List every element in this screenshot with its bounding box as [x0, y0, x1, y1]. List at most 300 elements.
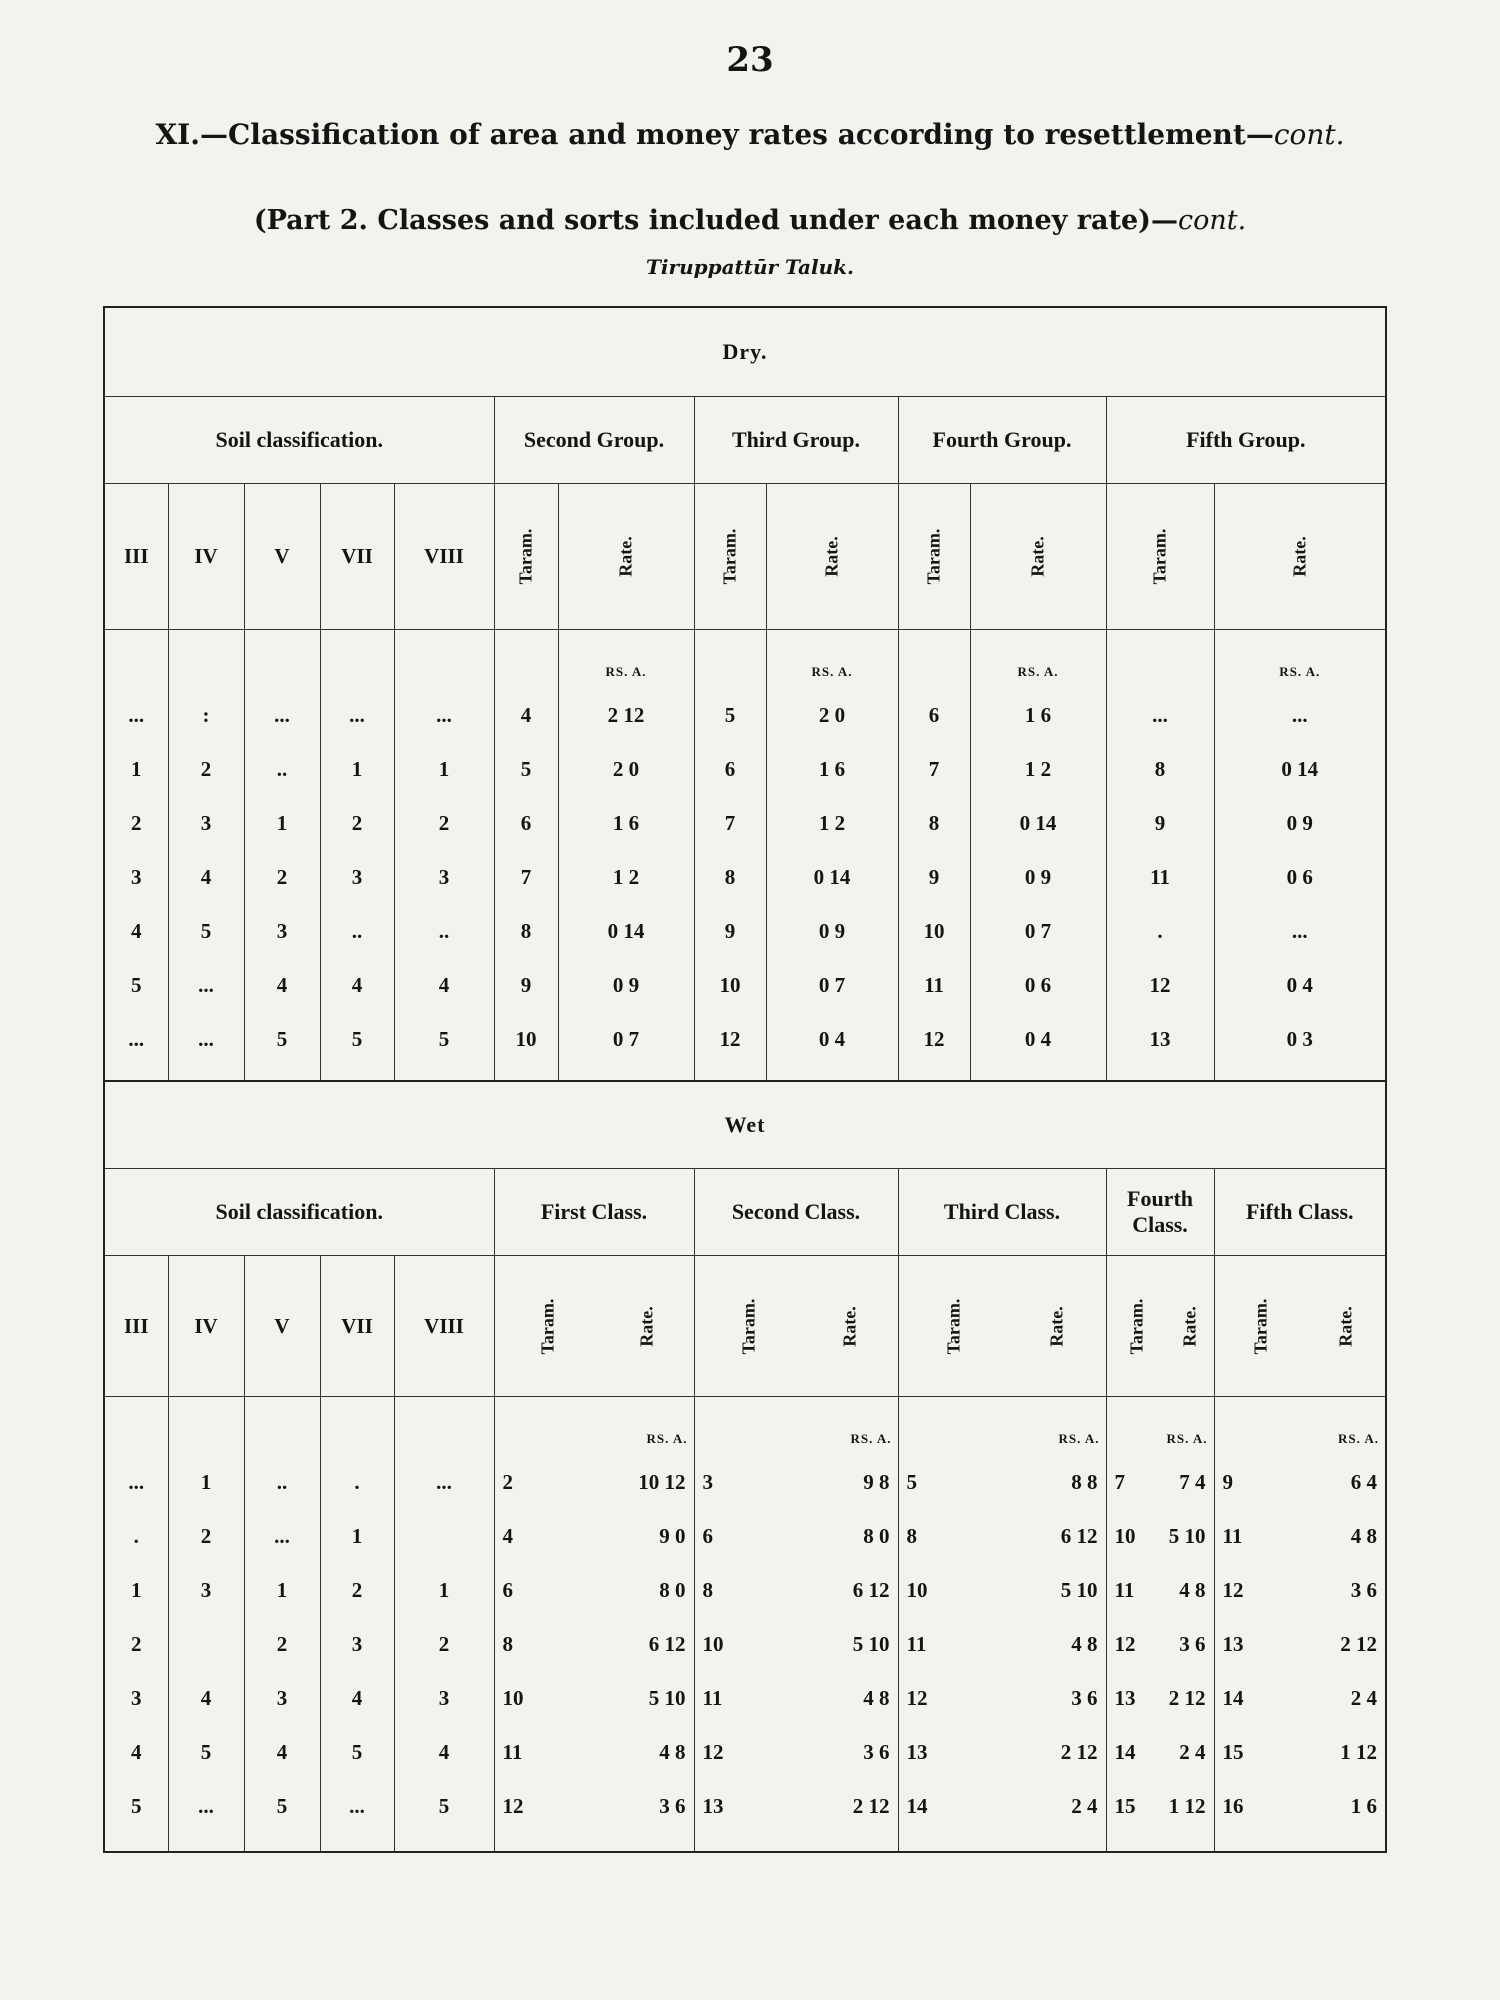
- taram-cell: 12: [694, 1012, 766, 1066]
- wet-soil-col-header: VII: [320, 1256, 394, 1397]
- soil-cell: ..: [244, 742, 320, 796]
- soil-cell: 2: [244, 1617, 320, 1671]
- rate-cell: 1 6: [1350, 1793, 1378, 1818]
- rate-header: Rate.: [840, 1305, 861, 1347]
- soil-cell: ...: [168, 1012, 244, 1066]
- table-row: [104, 1012, 1386, 1066]
- class-cell: [1214, 1617, 1386, 1671]
- class-cell: [898, 1725, 1106, 1779]
- rate-unit: RS. A.: [970, 630, 1106, 689]
- rate-cell: 3 6: [1179, 1631, 1206, 1656]
- taram-cell: 12: [1114, 1631, 1136, 1656]
- rate-cell: 9 0: [659, 1523, 686, 1548]
- rate-cell: 0 4: [766, 1012, 898, 1066]
- taram-cell: 6: [494, 796, 558, 850]
- class-cell: [1106, 1671, 1214, 1725]
- rate-unit: RS. A.: [694, 1397, 898, 1456]
- taram-cell: 14: [1114, 1739, 1136, 1764]
- class-taram-rate-header: [1106, 1256, 1214, 1397]
- taram-cell: 5: [694, 688, 766, 742]
- soil-cell: ..: [394, 904, 494, 958]
- rate-unit: RS. A.: [1106, 1397, 1214, 1456]
- class-cell: [1106, 1617, 1214, 1671]
- rate-cell: 3 6: [1350, 1577, 1378, 1602]
- dry-soil-col-header: VIII: [394, 484, 494, 630]
- soil-cell: 3: [168, 796, 244, 850]
- taram-cell: 9: [898, 850, 970, 904]
- taram-cell: 15: [1222, 1739, 1244, 1764]
- taram-rate-pair: [495, 1632, 694, 1657]
- soil-cell: 1: [320, 1509, 394, 1563]
- taram-cell: 4: [502, 1523, 513, 1548]
- table-row: [104, 1617, 1386, 1671]
- class-cell: [898, 1671, 1106, 1725]
- taram-rate-pair: [495, 1740, 694, 1765]
- taram-cell: 6: [502, 1577, 513, 1602]
- soil-cell: 5: [168, 1725, 244, 1779]
- rate-cell: 3 6: [1071, 1685, 1098, 1710]
- soil-cell: 2: [244, 850, 320, 904]
- dry-soil-col-header: IV: [168, 484, 244, 630]
- rate-cell: 0 4: [1214, 958, 1386, 1012]
- taram-cell: 8: [906, 1523, 917, 1548]
- taram-cell: 5: [906, 1469, 917, 1494]
- soil-cell: 3: [244, 904, 320, 958]
- taram-cell: 12: [1106, 958, 1214, 1012]
- taram-cell: 5: [494, 742, 558, 796]
- rate-cell: 10 12: [638, 1469, 686, 1494]
- rate-cell: 5 10: [648, 1685, 686, 1710]
- taram-rate-pair: [695, 1470, 898, 1495]
- taram-cell: 10: [494, 1012, 558, 1066]
- taram-rate-pair: [495, 1686, 694, 1711]
- table-subtitle-cont: cont.: [1177, 205, 1247, 236]
- taram-cell: 13: [906, 1739, 928, 1764]
- table-row: [104, 1671, 1386, 1725]
- taram-rate-pair: [695, 1740, 898, 1765]
- soil-cell: 5: [131, 1793, 142, 1818]
- soil-cell: [394, 1509, 494, 1563]
- rate-cell: 1 6: [766, 742, 898, 796]
- table-row: [104, 688, 1386, 742]
- taram-header: Taram.: [738, 1298, 759, 1354]
- taram-cell: 11: [906, 1631, 927, 1656]
- soil-cell: ..: [320, 904, 394, 958]
- taram-cell: 14: [1222, 1685, 1244, 1710]
- taram-rate-pair: [899, 1686, 1106, 1711]
- wet-class-header: First Class.: [494, 1169, 694, 1256]
- class-cell: [1106, 1725, 1214, 1779]
- rate-cell: 4 8: [863, 1685, 890, 1710]
- soil-cell: 2: [131, 1631, 142, 1656]
- taram-rate-pair: [1215, 1740, 1386, 1765]
- soil-cell: 4: [168, 850, 244, 904]
- taram-cell: 13: [1106, 1012, 1214, 1066]
- taram-cell: 11: [898, 958, 970, 1012]
- taram-cell: 6: [898, 688, 970, 742]
- rate-cell: 1 12: [1168, 1793, 1206, 1818]
- rate-cell: 2 4: [1071, 1793, 1098, 1818]
- taram-rate-pair: [495, 1578, 694, 1603]
- rate-cell: 2 12: [558, 688, 694, 742]
- rate-header: Rate.: [1335, 1305, 1356, 1347]
- soil-cell: 5: [131, 972, 142, 997]
- table-row: [104, 1455, 1386, 1509]
- class-cell: [694, 1617, 898, 1671]
- rate-cell: 7 4: [1179, 1469, 1206, 1494]
- class-taram-rate-header: [898, 1256, 1106, 1397]
- taram-rate-pair: [899, 1578, 1106, 1603]
- class-cell: [494, 1779, 694, 1833]
- taram-cell: 10: [502, 1685, 524, 1710]
- taram-rate-pair: [1215, 1578, 1386, 1603]
- soil-cell: 1: [394, 1563, 494, 1617]
- taram-rate-pair: [1107, 1740, 1214, 1765]
- rate-cell: 2 12: [1340, 1631, 1378, 1656]
- soil-cell: ...: [244, 1509, 320, 1563]
- class-cell: [1106, 1509, 1214, 1563]
- class-cell: [694, 1779, 898, 1833]
- class-cell: [1106, 1455, 1214, 1509]
- class-cell: [898, 1509, 1106, 1563]
- class-cell: [694, 1563, 898, 1617]
- taram-cell: 16: [1222, 1793, 1244, 1818]
- dry-group-header: Second Group.: [494, 397, 694, 484]
- taram-cell: 3: [702, 1469, 713, 1494]
- soil-cell: 1: [168, 1455, 244, 1509]
- rate-unit: RS. A.: [558, 630, 694, 689]
- taram-rate-pair: [899, 1632, 1106, 1657]
- soil-cell: 3: [168, 1563, 244, 1617]
- taram-cell: 12: [502, 1793, 524, 1818]
- taram-rate-pair: [1107, 1470, 1214, 1495]
- rate-cell: 6 12: [648, 1631, 686, 1656]
- soil-cell: 4: [168, 1671, 244, 1725]
- soil-cell: .: [320, 1455, 394, 1509]
- class-cell: [494, 1455, 694, 1509]
- dry-group-header: Fifth Group.: [1106, 397, 1386, 484]
- class-cell: [898, 1563, 1106, 1617]
- table-row: [104, 742, 1386, 796]
- class-cell: [494, 1671, 694, 1725]
- rate-cell: 4 8: [1071, 1631, 1098, 1656]
- table-row: [104, 796, 1386, 850]
- table-subtitle: [100, 205, 1400, 236]
- rate-cell: 8 0: [659, 1577, 686, 1602]
- soil-cell: 5: [394, 1779, 494, 1833]
- spacer-row: [104, 1066, 1386, 1081]
- soil-cell: 3: [320, 1617, 394, 1671]
- rate-cell: 4 8: [659, 1739, 686, 1764]
- wet-class-header: Second Class.: [694, 1169, 898, 1256]
- soil-cell: 4: [320, 958, 394, 1012]
- rate-cell: 0 14: [1214, 742, 1386, 796]
- wet-subheader-row: [104, 1256, 1386, 1397]
- rate-cell: 0 14: [766, 850, 898, 904]
- soil-cell: 1: [244, 796, 320, 850]
- taram-rate-pair: [899, 1470, 1106, 1495]
- rate-cell: 5 10: [1168, 1523, 1206, 1548]
- soil-cell: 5: [320, 1725, 394, 1779]
- class-cell: [494, 1509, 694, 1563]
- soil-cell: ...: [168, 1779, 244, 1833]
- table-row: [104, 850, 1386, 904]
- taram-rate-pair: [1215, 1686, 1386, 1711]
- rate-cell: 5 10: [1060, 1577, 1098, 1602]
- taram-cell: 7: [494, 850, 558, 904]
- taram-rate-pair: [899, 1298, 1106, 1354]
- class-cell: [898, 1617, 1106, 1671]
- rate-cell: 1 2: [766, 796, 898, 850]
- taram-cell: 9: [1106, 796, 1214, 850]
- dry-group-header: Fourth Group.: [898, 397, 1106, 484]
- soil-cell: 3: [394, 850, 494, 904]
- taram-cell: 4: [494, 688, 558, 742]
- taram-rate-pair: [695, 1794, 898, 1819]
- soil-cell: 1: [394, 742, 494, 796]
- table-title: [150, 118, 1350, 152]
- class-cell: [1214, 1563, 1386, 1617]
- taram-cell: 8: [502, 1631, 513, 1656]
- taram-header: Taram.: [1126, 1298, 1147, 1354]
- taram-cell: 14: [906, 1793, 928, 1818]
- taram-rate-pair: [1107, 1686, 1214, 1711]
- taram-cell: 11: [1222, 1523, 1243, 1548]
- rate-cell: 3 6: [659, 1793, 686, 1818]
- taram-cell: 8: [702, 1577, 713, 1602]
- taram-rate-pair: [1215, 1470, 1386, 1495]
- soil-cell: 3: [244, 1671, 320, 1725]
- taram-cell: 6: [702, 1523, 713, 1548]
- taram-cell: 6: [694, 742, 766, 796]
- dry-soil-col-header: III: [104, 484, 168, 630]
- taram-cell: 10: [694, 958, 766, 1012]
- soil-cell: 3: [131, 1685, 142, 1710]
- taram-header: Taram.: [694, 484, 766, 630]
- soil-cell: ...: [394, 688, 494, 742]
- rate-cell: 1 6: [558, 796, 694, 850]
- taram-rate-pair: [1107, 1578, 1214, 1603]
- rate-unit: RS. A.: [494, 1397, 694, 1456]
- soil-cell: 5: [244, 1779, 320, 1833]
- soil-cell: .: [133, 1523, 139, 1548]
- taram-cell: 10: [906, 1577, 928, 1602]
- taram-rate-pair: [1215, 1794, 1386, 1819]
- taram-cell: 10: [898, 904, 970, 958]
- taram-cell: 12: [898, 1012, 970, 1066]
- class-cell: [494, 1725, 694, 1779]
- rate-cell: 4 8: [1179, 1577, 1206, 1602]
- rate-cell: 8 0: [863, 1523, 890, 1548]
- taluk-name: Tiruppattūr Taluk.: [646, 255, 854, 279]
- rate-cell: 0 9: [970, 850, 1106, 904]
- rate-cell: 3 6: [863, 1739, 890, 1764]
- taram-header: Taram.: [1250, 1298, 1271, 1354]
- table-row: [104, 958, 1386, 1012]
- table-row: [104, 1509, 1386, 1563]
- taram-header: Taram.: [1106, 484, 1214, 630]
- rate-header: Rate.: [1180, 1305, 1201, 1347]
- soil-cell: 5: [244, 1012, 320, 1066]
- taram-cell: 8: [1106, 742, 1214, 796]
- rate-cell: 4 8: [1350, 1523, 1378, 1548]
- soil-cell: 4: [244, 1725, 320, 1779]
- rate-cell: 0 3: [1214, 1012, 1386, 1066]
- class-cell: [1214, 1671, 1386, 1725]
- soil-cell: 4: [320, 1671, 394, 1725]
- rate-cell: 6 12: [852, 1577, 890, 1602]
- class-cell: [898, 1779, 1106, 1833]
- taram-cell: 9: [1222, 1469, 1233, 1494]
- taram-rate-pair: [1107, 1632, 1214, 1657]
- class-cell: [694, 1725, 898, 1779]
- class-cell: [1106, 1563, 1214, 1617]
- soil-cell: 3: [394, 1671, 494, 1725]
- taram-cell: 7: [1114, 1469, 1125, 1494]
- taram-rate-pair: [1107, 1524, 1214, 1549]
- taram-rate-pair: [495, 1524, 694, 1549]
- class-taram-rate-header: [494, 1256, 694, 1397]
- rate-cell: ...: [1214, 904, 1386, 958]
- soil-cell: ...: [320, 1779, 394, 1833]
- soil-cell: ...: [244, 688, 320, 742]
- dry-soil-classification-header: Soil classification.: [104, 397, 494, 484]
- taram-cell: 11: [702, 1685, 723, 1710]
- soil-cell: 2: [168, 742, 244, 796]
- rate-cell: 1 12: [1340, 1739, 1378, 1764]
- class-cell: [694, 1509, 898, 1563]
- rate-cell: 2 12: [1168, 1685, 1206, 1710]
- taram-rate-pair: [1215, 1524, 1386, 1549]
- table-row: [104, 1563, 1386, 1617]
- class-cell: [898, 1455, 1106, 1509]
- taram-cell: 8: [494, 904, 558, 958]
- soil-cell: 4: [244, 958, 320, 1012]
- soil-cell: 1: [131, 1577, 142, 1602]
- class-cell: [1214, 1725, 1386, 1779]
- class-cell: [494, 1563, 694, 1617]
- soil-cell: :: [168, 688, 244, 742]
- table-subtitle-text: (Part 2. Classes and sorts included under each money rate)—: [253, 205, 1178, 236]
- taram-cell: 10: [1114, 1523, 1136, 1548]
- soil-cell: ...: [320, 688, 394, 742]
- taram-header: Taram.: [494, 484, 558, 630]
- soil-cell: 1: [320, 742, 394, 796]
- soil-cell: 5: [320, 1012, 394, 1066]
- rate-cell: 1 2: [558, 850, 694, 904]
- wet-soil-col-header: VIII: [394, 1256, 494, 1397]
- rate-cell: 0 7: [970, 904, 1106, 958]
- rate-cell: 2 12: [852, 1793, 890, 1818]
- rate-header: Rate.: [558, 484, 694, 630]
- dry-data-rows: [104, 688, 1386, 1081]
- rate-cell: 1 6: [970, 688, 1106, 742]
- wet-units-row: [104, 1397, 1386, 1456]
- rate-cell: 6 12: [1060, 1523, 1098, 1548]
- soil-cell: 2: [394, 1617, 494, 1671]
- wet-section: [104, 1081, 1386, 1455]
- soil-cell: 2: [320, 796, 394, 850]
- taram-rate-pair: [1107, 1298, 1214, 1354]
- taram-cell: 11: [1106, 850, 1214, 904]
- rate-cell: 0 9: [766, 904, 898, 958]
- class-cell: [1214, 1779, 1386, 1833]
- rate-cell: 0 7: [558, 1012, 694, 1066]
- table-row: [104, 1779, 1386, 1833]
- rate-cell: 2 4: [1179, 1739, 1206, 1764]
- soil-cell: 1: [244, 1563, 320, 1617]
- taram-header: Taram.: [943, 1298, 964, 1354]
- class-cell: [1214, 1455, 1386, 1509]
- class-cell: [494, 1617, 694, 1671]
- soil-cell: 4: [131, 918, 142, 943]
- soil-cell: 2: [394, 796, 494, 850]
- class-cell: [694, 1671, 898, 1725]
- taram-rate-pair: [1215, 1632, 1386, 1657]
- taram-rate-pair: [495, 1794, 694, 1819]
- soil-cell: 3: [320, 850, 394, 904]
- class-cell: [1106, 1779, 1214, 1833]
- rate-cell: 0 14: [970, 796, 1106, 850]
- table-row: [104, 904, 1386, 958]
- soil-cell: 5: [394, 1012, 494, 1066]
- class-taram-rate-header: [694, 1256, 898, 1397]
- rate-cell: 0 9: [1214, 796, 1386, 850]
- taram-cell: 12: [1222, 1577, 1244, 1602]
- taram-cell: 7: [898, 742, 970, 796]
- taram-header: Taram.: [537, 1298, 558, 1354]
- taram-cell: 13: [1114, 1685, 1136, 1710]
- soil-cell: ...: [168, 958, 244, 1012]
- page-number: 23: [726, 40, 774, 80]
- dry-soil-col-header: V: [244, 484, 320, 630]
- dry-soil-col-header: VII: [320, 484, 394, 630]
- rate-header: Rate.: [1214, 484, 1386, 630]
- taram-rate-pair: [495, 1298, 694, 1354]
- rate-cell: 2 0: [766, 688, 898, 742]
- taram-cell: .: [1106, 904, 1214, 958]
- soil-cell: 5: [168, 904, 244, 958]
- wet-header-row: [104, 1169, 1386, 1256]
- wet-data-rows: [104, 1455, 1386, 1852]
- taram-rate-pair: [1215, 1298, 1386, 1354]
- class-taram-rate-header: [1214, 1256, 1386, 1397]
- rate-cell: 2 12: [1060, 1739, 1098, 1764]
- taram-cell: 11: [1114, 1577, 1135, 1602]
- rate-cell: 6 4: [1350, 1469, 1378, 1494]
- taram-header: Taram.: [898, 484, 970, 630]
- wet-section-label: Wet: [104, 1081, 1386, 1169]
- taram-cell: ...: [1106, 688, 1214, 742]
- wet-soil-classification-header: Soil classification.: [104, 1169, 494, 1256]
- rate-cell: 2 0: [558, 742, 694, 796]
- taram-cell: 10: [702, 1631, 724, 1656]
- class-cell: [1214, 1509, 1386, 1563]
- soil-cell: 4: [131, 1739, 142, 1764]
- taram-cell: 9: [694, 904, 766, 958]
- soil-cell: 4: [394, 1725, 494, 1779]
- taram-cell: 12: [702, 1739, 724, 1764]
- dry-section: [104, 307, 1386, 688]
- table-row: [104, 1725, 1386, 1779]
- rate-cell: 0 9: [558, 958, 694, 1012]
- taram-cell: 7: [694, 796, 766, 850]
- rate-cell: 1 2: [970, 742, 1106, 796]
- soil-cell: ...: [128, 702, 145, 727]
- soil-cell: 2: [131, 810, 142, 835]
- table-title-text: XI.—Classification of area and money rates according to resettlement—: [155, 118, 1274, 151]
- rate-cell: 0 7: [766, 958, 898, 1012]
